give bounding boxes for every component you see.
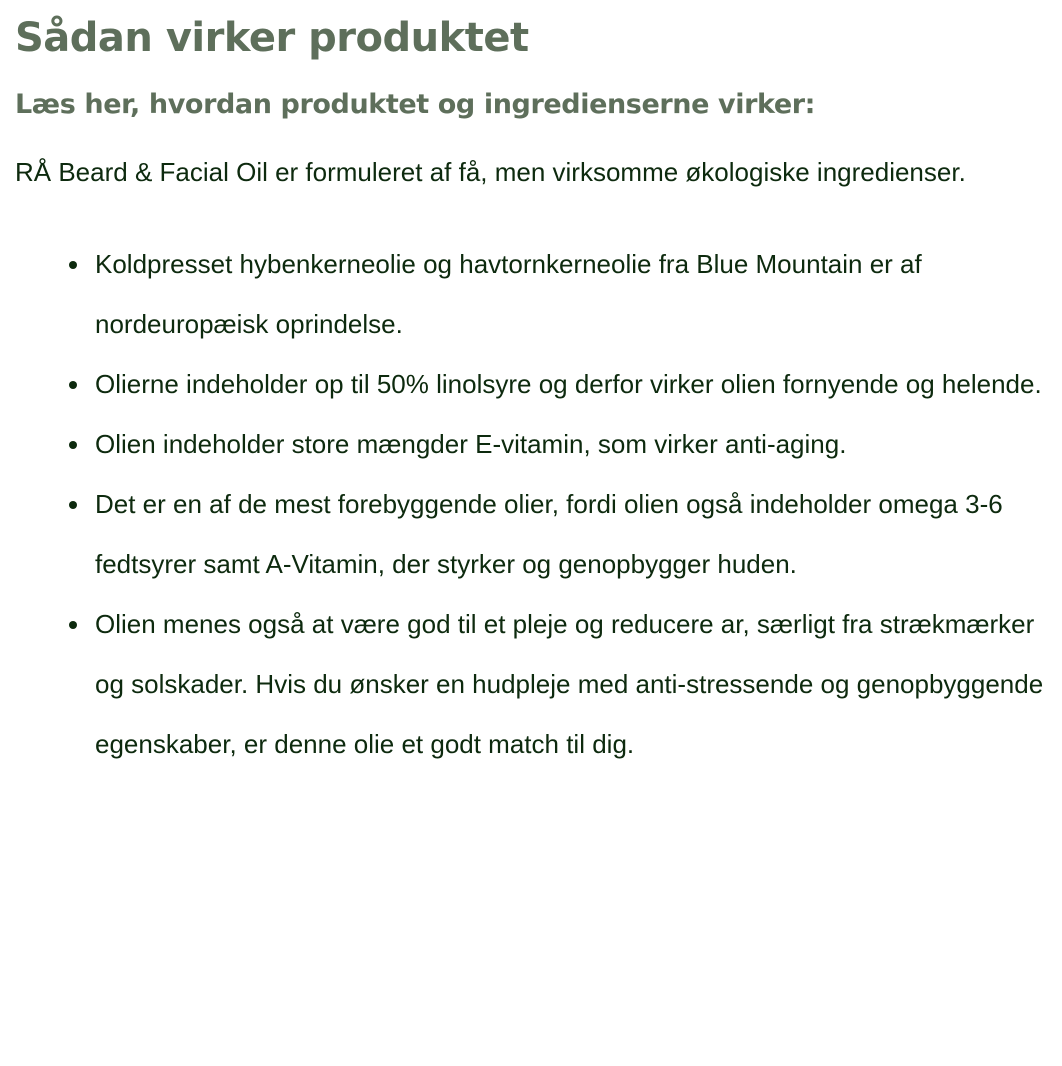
- bullet-icon: [69, 621, 77, 629]
- list-item: [95, 234, 1047, 354]
- list-item-text: Olierne indeholder op til 50% linolsyre og derfor virker olien fornyende og helende.: [95, 369, 1042, 399]
- list-item: [95, 474, 1047, 594]
- benefits-list: [15, 234, 1047, 774]
- intro-paragraph: RÅ Beard & Facial Oil er formuleret af få, men virksomme økologiske ingredienser.: [15, 157, 966, 187]
- list-item-text: Det er en af de mest forebyggende olier, fordi olien også indeholder omega 3-6 fedtsyrer samt A-Vitamin, der styrker og genopbygger huden.: [95, 489, 1003, 579]
- bullet-icon: [69, 381, 77, 389]
- list-item: [95, 354, 1047, 414]
- list-item-text: Olien menes også at være god til et pleje og reducere ar, særligt fra strækmærker og solskader. Hvis du ønsker en hudpleje med anti-stressende og genopbyggende egenskaber, er denne olie et godt match til dig.: [95, 609, 1044, 759]
- list-item-text: Koldpresset hybenkerneolie og havtornkerneolie fra Blue Mountain er af nordeuropæisk oprindelse.: [95, 249, 922, 339]
- page-title: Sådan virker produktet: [15, 15, 529, 61]
- bullet-icon: [69, 441, 77, 449]
- bullet-icon: [69, 501, 77, 509]
- bullet-icon: [69, 261, 77, 269]
- list-item: [95, 414, 1047, 474]
- list-item-text: Olien indeholder store mængder E-vitamin, som virker anti-aging.: [95, 429, 847, 459]
- list-item: [95, 594, 1047, 774]
- product-info-section: [0, 14, 1062, 774]
- section-subtitle: Læs her, hvordan produktet og ingredienserne virker:: [15, 89, 816, 120]
